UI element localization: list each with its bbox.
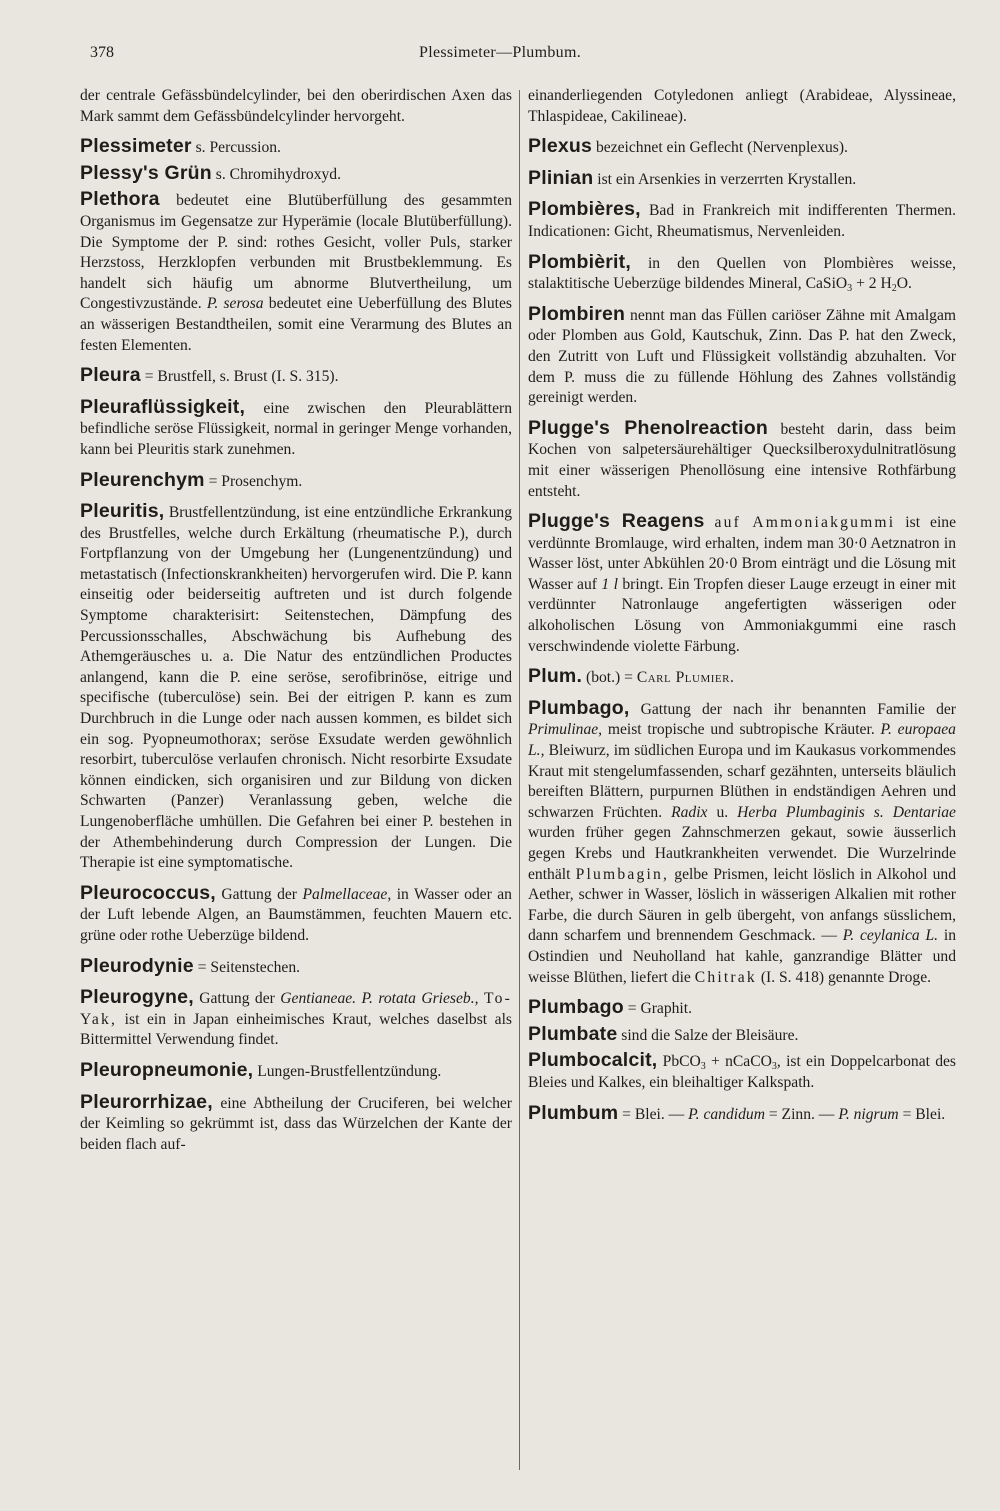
entry-pleuritis [80, 501, 512, 874]
subscript: 3 [700, 1061, 706, 1073]
body-text: , ist ein Doppelcarbonat des Bleies und Kalkes, ein bleihaltiger Kalkspath. [528, 1053, 957, 1091]
headword: Pleurogyne, [80, 986, 194, 1009]
body-text: ist ein in Japan einheimisches Kraut, welches daselbst als Bittermittel Verwendung findet. [80, 1010, 512, 1049]
headword: Plumbum [528, 1101, 619, 1124]
italic-text: Herba Plumbaginis s. Dentariae [737, 803, 956, 821]
headword: Pleurococcus, [80, 881, 216, 904]
entry-pleurogyne [80, 987, 512, 1051]
entry-plumbate [528, 1024, 956, 1047]
body-text: wurden früher gegen Zahnschmerzen gekaut, sowie äusserlich gegen Krebs und Hautkrankheiten verwendet. Die Wurzelrinde enthält [528, 824, 956, 883]
italic-text: P. serosa [206, 295, 264, 313]
spaced-text: To-Yak, [80, 990, 512, 1028]
body-text: einanderliegenden Cotyledonen anliegt (Arabideae, Alyssineae, Thlaspideae, Cakilineae). [528, 87, 956, 125]
italic-text: 1 l [601, 575, 618, 593]
headword: Plumbago [528, 996, 624, 1019]
body-text: = Seitenstechen. [197, 958, 301, 976]
body-text: in Wasser oder an der Luft lebende Algen, an Baumstämmen, feuchten Mauern etc. grüne oder rothe Ueberzüge bildend. [80, 885, 512, 944]
body-text: (bot.) = [586, 669, 633, 687]
headword: Plum. [528, 665, 583, 688]
subscript: 3 [771, 1061, 777, 1073]
body-text: ist eine verdünnte Bromlauge, wird erhalten, indem man 30·0 Aetznatron in Wasser löst, unter Abkühlen 20·0 Brom einträgt und die Lösung mit Wasser auf [528, 514, 956, 593]
italic-text: P. europaea L., [528, 721, 956, 760]
italic-text: Primulinae, [528, 721, 603, 739]
body-text: = Brustfell, s. Brust (I. S. 315). [144, 368, 339, 386]
headword: Plumbate [528, 1022, 618, 1045]
headword: Plombières, [528, 198, 641, 221]
headword: Plumbocalcit, [528, 1049, 658, 1072]
headword: Plugge's Phenolreaction [528, 416, 768, 439]
italic-text: P. nigrum [838, 1105, 899, 1123]
headword: Pleura [80, 364, 141, 387]
body-text: Lungen-Brustfellentzündung. [257, 1062, 442, 1080]
entry-plethora [80, 189, 512, 356]
body-text: meist tropische und subtropische Kräuter. [607, 721, 875, 739]
body-text: ist ein Arsenkies in verzerrten Krystallen. [597, 170, 857, 188]
headword: Plessy's Grün [80, 161, 212, 184]
page-header [0, 34, 1000, 68]
body-text: bedeutet eine Blutüberfüllung des gesammten Organismus im Gegensatze zur Hyperämie (locale Blutüberfüllung). Die Symptome der P. sind: rothes Gesicht, voller Puls, starker Herzstoss, Herzklopfen verbunden mit Brustbeklemmung. Es handelt sich häufig um abnorme Blutvertheilung, um Congestivzustände. [80, 192, 512, 313]
body-text: = Blei. [902, 1105, 946, 1123]
column-divider [519, 90, 520, 1470]
entry-plexus [528, 136, 956, 159]
body-text: bezeichnet ein Geflecht (Nervenplexus). [595, 139, 848, 157]
entry-plombierit [528, 252, 956, 295]
headword: Pleurorrhizae, [80, 1090, 213, 1113]
headword: Plinian [528, 166, 594, 189]
headword: Pleuraflüssigkeit, [80, 395, 246, 418]
body-text: nennt man das Füllen cariöser Zähne mit Amalgam oder Plomben aus Gold, Kautschuk, Zinn. Das P. hat den Zweck, den Zutritt von Luft und Flüssigkeit vollständig abzuhalten. Vor dem P. muss die zu füllende Höhlung des Zahnes vollständig gereinigt werden. [528, 306, 956, 407]
body-text: bedeutet eine Ueberfüllung des Blutes an wässerigen Bestandtheilen, somit eine Verarmung des Blutes an festen Elementen. [80, 295, 512, 354]
entry-plugges-reagens [528, 511, 956, 657]
entry-plumbocalcit [528, 1050, 956, 1093]
subscript: 2 [891, 283, 897, 295]
italic-text: P. candidum [688, 1105, 765, 1123]
body-text: s. Chromihydroxyd. [215, 165, 341, 183]
entry-pleuropneumonie [80, 1060, 512, 1083]
page-number: 378 [90, 44, 114, 61]
body-text: Bad in Frankreich mit indifferenten Thermen. Indicationen: Gicht, Rheumatismus, Nervenleiden. [528, 202, 956, 240]
body-text: in Ostindien und Neuholland hat kahle, ganzrandige Blätter und weisse Blüthen, liefert die [528, 927, 956, 986]
continued-text [80, 86, 512, 127]
headword: Pleuritis, [80, 500, 165, 523]
entry-pleurococcus [80, 883, 512, 947]
left-column [80, 86, 512, 1164]
entry-plumbum [528, 1103, 956, 1126]
entry-plugges-phenolreaction [528, 418, 956, 502]
spaced-text: Plumbagin, [575, 865, 670, 883]
italic-text: Gentianeae. P. rotata Grieseb., [280, 990, 479, 1008]
entry-plombiren [528, 304, 956, 409]
running-title: Plessimeter—Plumbum. [419, 44, 581, 61]
entry-plumbago [528, 698, 956, 988]
spaced-text: Chitrak [694, 968, 757, 986]
entry-pleurodynie [80, 956, 512, 979]
body-text: Gattung der nach ihr benannten Familie der [640, 700, 956, 718]
small-caps-text: Carl Plumier. [636, 669, 735, 687]
headword: Plumbago, [528, 696, 630, 719]
body-text: Brustfellentzündung, ist eine entzündliche Erkrankung des Brustfelles, welche durch Erkältung (rheumatische P.), durch Fortpflanzung von der Umgebung her (Lungenentzündung) und metastatisch (Infectionskrankheiten) hervorgerufen wird. Die P. kann einseitig oder beiderseitig auftreten und ist durch folgende Symptome charakterisirt: Seitenstechen, Dämpfung des Percussionsschalles, Abschwächung bis Aufhebung des Athemgeräusches u. a. Die Natur des entzündlichen Productes anlangend, kann die P. eine seröse, serofibrinöse, eitrige und specifische (tuberculöse) sein. Bei der eitrigen P. kann es zum Durchbruch in die Lunge oder nach aussen kommen, es bildet sich ein sog. Pyopneumothorax; seröse Exsudate werden gewöhnlich resorbirt, tuberculöse verlaufen chronisch. Nicht resorbirte Exsudate können eindicken, sich organisiren und zur Bildung von dicken Schwarten (Panzer) Veranlassung geben, welche die Lungenoberfläche umhüllen. Die Gefahren bei einer P. bestehen in der Athembehinderung durch Compression der Lungen. Die Therapie ist eine symptomatische. [80, 504, 512, 872]
italic-text: P. ceylanica L. [842, 927, 939, 945]
body-text: u. [716, 803, 729, 821]
continued-text [528, 86, 956, 127]
body-text: besteht darin, dass beim Kochen von salpetersäurehältiger Quecksilberoxydulnitratlösung mit einer wässerigen Phenollösung eine intensive Rothfärbung entsteht. [528, 420, 957, 500]
body-text: = Prosenchym. [208, 472, 303, 490]
body-text: gelbe Prismen, leicht löslich in Alkohol und Aether, schwer in Wasser, löslich in wässerigen Alkalien mit rother Farbe, die durch Säuren in gelb übergeht, von anfangs süsslichem, dann scharfem und brennendem Geschmack. — [528, 865, 956, 945]
entry-pleurenchym [80, 470, 512, 493]
body-text: PbCO [662, 1053, 701, 1071]
body-text: bringt. Ein Tropfen dieser Lauge erzeugt in einer mit verdünnter Natronlauge angefertigten wässerigen oder alkoholischen Lösung von Ammoniakgummi eine rasch verschwindende violette Färbung. [528, 575, 957, 655]
body-text: + nCaCO [705, 1053, 772, 1071]
entry-pleura [80, 365, 512, 388]
body-text: Gattung der [199, 990, 275, 1008]
body-text: Gattung der [221, 885, 297, 903]
entry-plessys-gruen [80, 163, 512, 186]
headword: Pleurodynie [80, 954, 194, 977]
entry-plessimeter [80, 136, 512, 159]
body-text: + 2 H [852, 275, 892, 293]
headword: Plombiren [528, 302, 626, 325]
entry-plombieres [528, 199, 956, 242]
headword: Plombièrit, [528, 250, 631, 273]
body-text: O. [896, 275, 912, 293]
subscript: 3 [847, 283, 853, 295]
headword: Pleuropneumonie, [80, 1058, 254, 1081]
right-column [528, 86, 956, 1134]
body-text: in den Quellen von Plombières weisse, stalaktitische Ueberzüge bildendes Mineral, [528, 254, 956, 293]
entry-pleurorrhizae [80, 1092, 512, 1156]
entry-plinian [528, 168, 956, 191]
body-text: eine Abtheilung der Cruciferen, bei welcher der Keimling so gekrümmt ist, dass das Würzelchen der Kante der beiden flach auf- [80, 1094, 512, 1153]
entry-plum [528, 666, 956, 689]
entry-plumbago-graphit [528, 997, 956, 1020]
body-text: = Graphit. [627, 1000, 692, 1018]
body-text: CaSiO [805, 275, 848, 293]
headword: Plethora [80, 188, 160, 211]
headword: Plessimeter [80, 135, 192, 158]
headword: Plexus [528, 135, 593, 158]
body-text: = Zinn. — [768, 1105, 835, 1123]
italic-text: Palmellaceae, [302, 885, 392, 903]
body-text: (I. S. 418) genannte Droge. [760, 968, 932, 986]
body-text: der centrale Gefässbündelcylinder, bei den oberirdischen Axen das Mark sammt dem Gefässbündelcylinder hervorgeht. [80, 87, 512, 125]
body-text: sind die Salze der Bleisäure. [621, 1026, 799, 1044]
body-text: = Blei. — [622, 1105, 685, 1123]
headword: Plugge's Reagens [528, 510, 705, 533]
body-text: eine zwischen den Pleurablättern befindliche seröse Flüssigkeit, normal in geringer Menge vorhanden, kann bei Pleuritis stark zunehmen. [80, 399, 512, 458]
body-text: Bleiwurz, im südlichen Europa und im Kaukasus vorkommendes Kraut mit stengelumfassenden, scharf gezähnten, unterseits bläulich bereiften Blättern, purpurnen Blüthen in endständigen Aehren und schwarzen Früchten. [528, 742, 956, 821]
chemical-formula [805, 275, 912, 295]
headword: Pleurenchym [80, 468, 205, 491]
body-text: s. Percussion. [195, 139, 281, 157]
italic-text: Radix [671, 803, 708, 821]
spaced-text: auf Ammoniakgummi [714, 514, 896, 532]
chemical-formula [662, 1053, 777, 1073]
entry-pleurafluessigkeit [80, 397, 512, 461]
